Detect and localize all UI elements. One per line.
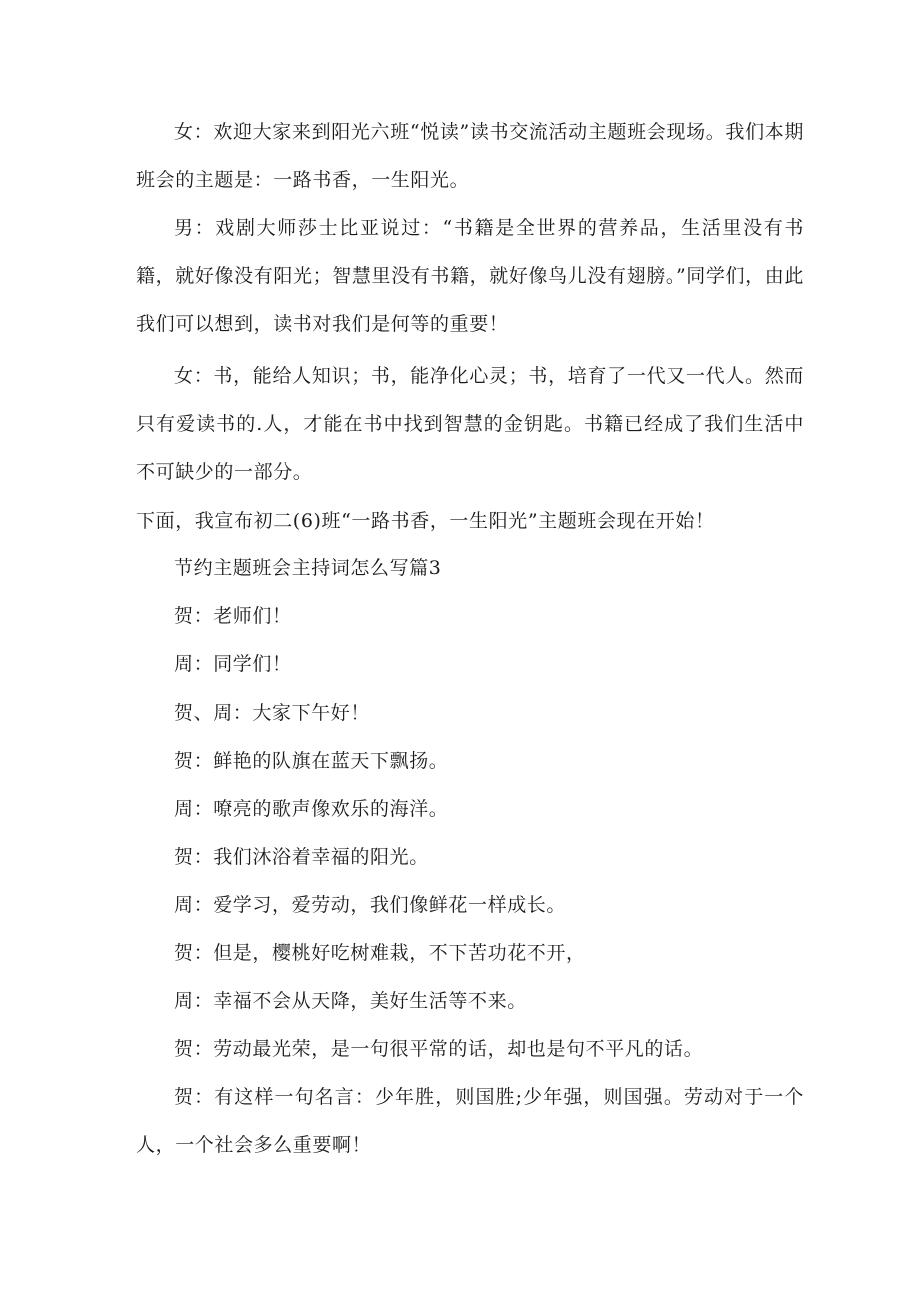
dialogue-line: 周：嘹亮的歌声像欢乐的海洋。: [174, 798, 449, 820]
dialogue-line: 贺：鲜艳的队旗在蓝天下飘扬。: [174, 750, 449, 772]
dialogue-line: 贺：劳动最光荣，是一句很平常的话，却也是句不平凡的话。: [174, 1038, 704, 1060]
paragraph-host-female-welcome: 女：欢迎大家来到阳光六班“悦读”读书交流活动主题班会现场。我们本期班会的主题是：一路书香，一生阳光。: [136, 121, 804, 191]
dialogue-line: 周：爱学习，爱劳动，我们像鲜花一样成长。: [174, 894, 567, 916]
section-heading: 节约主题班会主持词怎么写篇3: [174, 557, 442, 579]
dialogue-line: 周：同学们！: [174, 653, 292, 675]
dialogue-line: 贺：但是，樱桃好吃树难栽，不下苦功花不开，: [174, 942, 586, 964]
dialogue-line: 周：幸福不会从天降，美好生活等不来。: [174, 990, 527, 1012]
paragraph-host-female-books: 女：书，能给人知识；书，能净化心灵；书，培育了一代又一代人。然而只有爱读书的.人，才能在书中找到智慧的金钥匙。书籍已经成了我们生活中不可缺少的一部分。: [136, 365, 804, 483]
dialogue-line: 贺：我们沐浴着幸福的阳光。: [174, 846, 429, 868]
paragraph-host-male-shakespeare: 男：戏剧大师莎士比亚说过：“书籍是全世界的营养品，生活里没有书籍，就好像没有阳光；智慧里没有书籍，就好像鸟儿没有翅膀。”同学们，由此我们可以想到，读书对我们是何等的重要！: [136, 217, 804, 335]
paragraph-announcement: 下面，我宣布初二(6)班“一路书香，一生阳光”主题班会现在开始！: [136, 510, 715, 532]
dialogue-line: 贺：有这样一句名言：少年胜，则国胜;少年强，则国强。劳动对于一个人，一个社会多么重要啊！: [136, 1086, 804, 1156]
dialogue-line: 贺、周：大家下午好！: [174, 702, 371, 724]
dialogue-line: 贺：老师们！: [174, 605, 292, 627]
